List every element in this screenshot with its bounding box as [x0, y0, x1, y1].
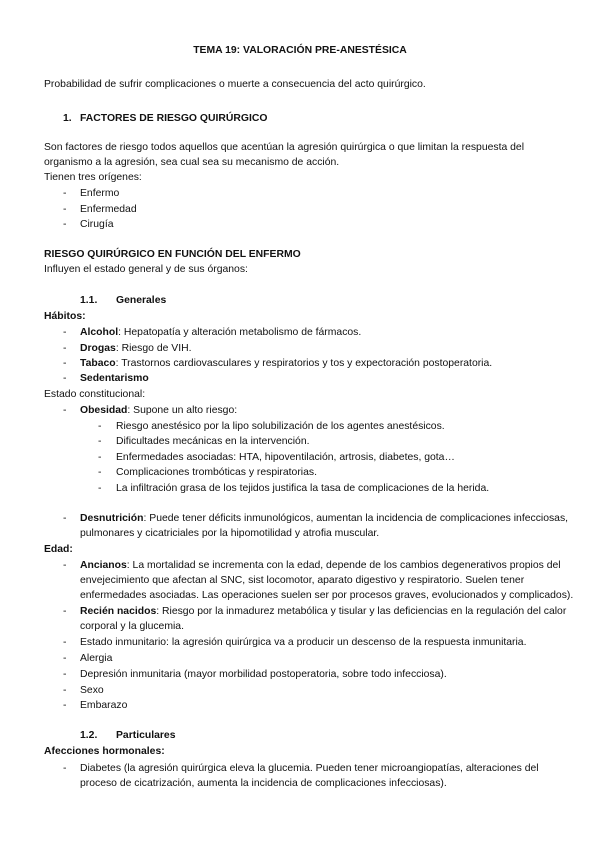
ancianos-item-line-2: envejecimiento que afectan al SNC, sist locomotor, aparato digestivo y respiratorio. Suelen tener [80, 575, 525, 586]
section-1-number: 1. [63, 113, 72, 124]
desnutricion-label: Desnutrición [80, 513, 144, 524]
intro-text: Probabilidad de sufrir complicaciones o muerte a consecuencia del acto quirúrgico. [44, 79, 426, 90]
desnutricion-text: : Puede tener déficits inmunológicos, aumentan la incidencia de complicaciones infecciosas, [143, 513, 569, 524]
diabetes-item-line-1: Diabetes (la agresión quirúrgica eleva la glucemia. Pueden tener microangiopatías, alteraciones del [80, 763, 539, 774]
bullet-dash: - [63, 358, 67, 369]
section-1-paragraph-line-2: organismo a la agresión, sea cual sea su mecanismo de acción. [44, 157, 340, 168]
tabaco-label: Tabaco [80, 358, 116, 369]
estado-constitucional-label: Estado constitucional: [44, 389, 146, 400]
drogas-item [80, 342, 191, 355]
alergia-item: Alergia [80, 653, 113, 664]
ancianos-text: : La mortalidad se incrementa con la edad, depende de los cambios degenerativos propios del [126, 560, 561, 571]
desnutricion-item-line-1 [80, 512, 568, 525]
section-1-heading: FACTORES DE RIESGO QUIRÚRGICO [80, 113, 268, 124]
obesidad-subitem: La infiltración grasa de los tejidos justifica la tasa de complicaciones de la herida. [116, 483, 490, 494]
section-1-2-heading: Particulares [116, 730, 176, 741]
alcohol-text: : Hepatopatía y alteración metabolismo de fármacos. [118, 327, 362, 338]
obesidad-label: Obesidad [80, 405, 128, 416]
afecciones-hormonales-label: Afecciones hormonales: [44, 746, 165, 757]
bullet-dash: - [63, 373, 67, 384]
sub-bullet-dash: - [98, 452, 102, 463]
habitos-label: Hábitos: [44, 311, 86, 322]
sub-bullet-dash: - [98, 436, 102, 447]
obesidad-text: : Supone un alto riesgo: [127, 405, 238, 416]
drogas-label: Drogas [80, 343, 116, 354]
tabaco-text: : Trastornos cardiovasculares y respiratorios y tos y expectoración postoperatoria. [115, 358, 493, 369]
sexo-item: Sexo [80, 685, 104, 696]
origins-label: Tienen tres orígenes: [44, 172, 142, 183]
bullet-dash: - [63, 700, 67, 711]
bullet-dash: - [63, 606, 67, 617]
estado-inmunitario-item: Estado inmunitario: la agresión quirúrgica va a producir un descenso de la respuesta inmunitaria. [80, 637, 527, 648]
obesidad-subitem: Complicaciones trombóticas y respiratorias. [116, 467, 317, 478]
recien-nacidos-item-line-1 [80, 605, 566, 618]
diabetes-item-line-2: proceso de cicatrización, aumenta la incidencia de complicaciones infecciosas). [80, 778, 447, 789]
bullet-dash: - [63, 669, 67, 680]
obesidad-subitem: Dificultades mecánicas en la intervención. [116, 436, 310, 447]
ancianos-label: Ancianos [80, 560, 127, 571]
bullet-dash: - [63, 637, 67, 648]
sub-bullet-dash: - [98, 467, 102, 478]
alcohol-item [80, 326, 361, 339]
ancianos-item-line-3: enfermedades asociadas. Las operaciones suelen ser por procesos graves, evolucionados y complicados). [80, 590, 574, 601]
bullet-dash: - [63, 405, 67, 416]
section-1-1-number: 1.1. [80, 295, 98, 306]
origin-item: Cirugía [80, 219, 114, 230]
bullet-dash: - [63, 560, 67, 571]
obesidad-subitem: Riesgo anestésico por la lipo solubilización de los agentes anestésicos. [116, 421, 445, 432]
embarazo-item: Embarazo [80, 700, 128, 711]
bullet-dash: - [63, 685, 67, 696]
sedentarismo-item: Sedentarismo [80, 373, 149, 384]
recien-nacidos-text: : Riesgo por la inmadurez metabólica y tisular y las deficiencias en la regulación del calor [156, 606, 567, 617]
depresion-item: Depresión inmunitaria (mayor morbilidad postoperatoria, sobre todo infecciosa). [80, 669, 447, 680]
obesidad-item [80, 404, 237, 417]
bullet-dash: - [63, 219, 67, 230]
drogas-text: : Riesgo de VIH. [115, 343, 192, 354]
bullet-dash: - [63, 327, 67, 338]
recien-nacidos-item-line-2: corporal y la glucemia. [80, 621, 184, 632]
alcohol-label: Alcohol [80, 327, 119, 338]
desnutricion-item-line-2: pulmonares y cicatriciales por la hipomotilidad y atrofia muscular. [80, 528, 380, 539]
bullet-dash: - [63, 513, 67, 524]
origin-item: Enfermo [80, 188, 120, 199]
tabaco-item [80, 357, 492, 370]
obesidad-subitem: Enfermedades asociadas: HTA, hipoventilación, artrosis, diabetes, gota… [116, 452, 455, 463]
bullet-dash: - [63, 763, 67, 774]
section-2-heading: RIESGO QUIRÚRGICO EN FUNCIÓN DEL ENFERMO [44, 249, 301, 260]
origin-item: Enfermedad [80, 204, 137, 215]
bullet-dash: - [63, 188, 67, 199]
bullet-dash: - [63, 204, 67, 215]
sub-bullet-dash: - [98, 421, 102, 432]
section-2-subtitle: Influyen el estado general y de sus órganos: [44, 264, 248, 275]
section-1-paragraph-line-1: Son factores de riesgo todos aquellos que acentúan la agresión quirúrgica o que limitan la respuesta del [44, 142, 525, 153]
ancianos-item-line-1 [80, 559, 561, 572]
edad-label: Edad: [44, 544, 73, 555]
section-1-1-heading: Generales [116, 295, 167, 306]
bullet-dash: - [63, 653, 67, 664]
section-1-2-number: 1.2. [80, 730, 98, 741]
recien-nacidos-label: Recién nacidos [80, 606, 157, 617]
bullet-dash: - [63, 343, 67, 354]
sub-bullet-dash: - [98, 483, 102, 494]
document-title: TEMA 19: VALORACIÓN PRE-ANESTÉSICA [193, 45, 407, 56]
